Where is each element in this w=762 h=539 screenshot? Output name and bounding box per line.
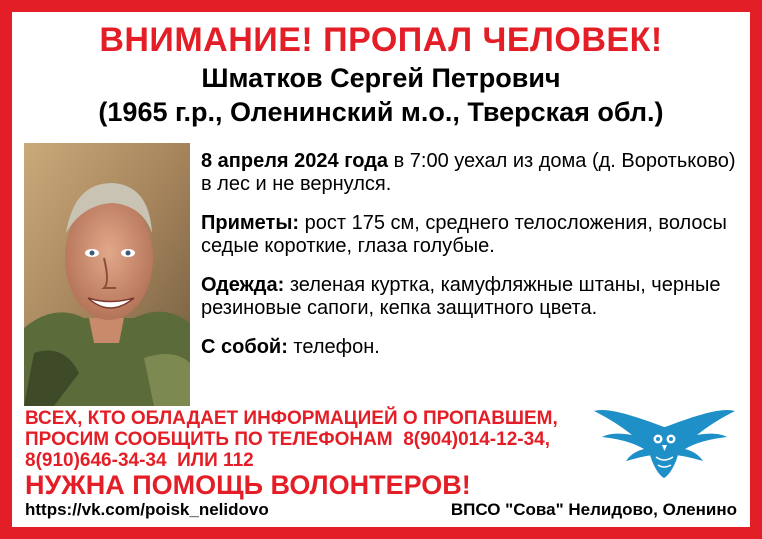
or-text: ИЛИ (177, 450, 218, 471)
appeal-line-2 (25, 429, 585, 450)
person-name: Шматков Сергей Петрович (201, 63, 561, 93)
person-birth-info: (1965 г.р., Оленинский м.о., Тверская обл.) (98, 97, 664, 127)
appeal-line-2-text: ПРОСИМ СООБЩИТЬ ПО ТЕЛЕФОНАМ (25, 429, 393, 450)
person-photo (24, 143, 190, 406)
carry-text: телефон. (287, 336, 380, 358)
clothes-label: Одежда: (201, 274, 285, 296)
volunteers-needed: НУЖНА ПОМОЩЬ ВОЛОНТЕРОВ! (25, 470, 471, 500)
contact-appeal (25, 408, 585, 471)
carry-label: С собой: (201, 336, 288, 358)
clothes-paragraph (201, 274, 741, 320)
poster-title: ВНИМАНИЕ! ПРОПАЛ ЧЕЛОВЕК! (99, 21, 663, 59)
owl-logo-icon (592, 405, 737, 480)
person-details (201, 150, 741, 375)
carry-paragraph (201, 336, 741, 359)
disappearance-text: в 7:00 уехал из дома (д. Воротьково) в лес и не вернулся. (201, 150, 736, 195)
features-paragraph (201, 212, 741, 258)
disappearance-paragraph (201, 150, 741, 196)
disappearance-date: 8 апреля 2024 года (201, 150, 389, 172)
vk-link[interactable]: https://vk.com/poisk_nelidovo (25, 500, 269, 519)
features-label: Приметы: (201, 212, 300, 234)
clothes-text: зеленая куртка, камуфляжные штаны, черные резиновые сапоги, кепка защитного цвета. (201, 274, 721, 319)
phone-number-1[interactable]: 8(904)014-12-34, (403, 429, 551, 450)
features-text: рост 175 см, среднего телосложения, волосы седые короткие, глаза голубые. (201, 212, 727, 257)
organization-name: ВПСО "Сова" Нелидово, Оленино (450, 500, 737, 519)
phone-number-2[interactable]: 8(910)646-34-34 (25, 450, 167, 471)
phone-number-3[interactable]: 112 (223, 450, 254, 471)
appeal-line-1: ВСЕХ, КТО ОБЛАДАЕТ ИНФОРМАЦИЕЙ О ПРОПАВШЕМ, (25, 408, 558, 429)
appeal-line-3 (25, 450, 585, 471)
